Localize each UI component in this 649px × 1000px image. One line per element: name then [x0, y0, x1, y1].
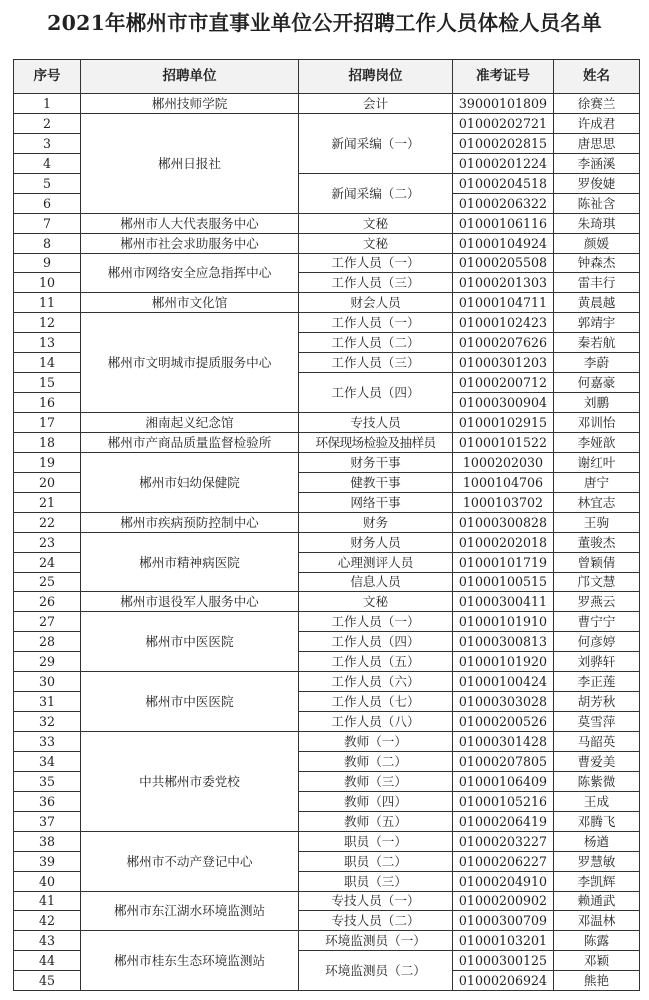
serial-cell: 17 — [14, 413, 81, 433]
serial-cell: 39 — [14, 851, 81, 871]
position-cell: 新闻采编（二） — [299, 173, 453, 213]
serial-cell: 21 — [14, 492, 81, 512]
unit-cell: 郴州市网络安全应急指挥中心 — [81, 253, 299, 293]
name-cell: 董骏杰 — [554, 532, 640, 552]
table-row — [14, 891, 640, 911]
exam-number-cell: 01000101719 — [453, 552, 554, 572]
exam-number-cell: 01000102915 — [453, 413, 554, 433]
unit-cell: 郴州市疾病预防控制中心 — [81, 512, 299, 532]
serial-cell: 26 — [14, 592, 81, 612]
table-row — [14, 233, 640, 253]
position-cell: 环保现场检验及抽样员 — [299, 432, 453, 452]
position-cell: 教师（三） — [299, 771, 453, 791]
serial-cell: 19 — [14, 452, 81, 472]
candidate-table — [13, 59, 640, 991]
position-cell: 工作人员（六） — [299, 672, 453, 692]
name-cell: 曹宁宁 — [554, 612, 640, 632]
serial-cell: 23 — [14, 532, 81, 552]
position-cell: 环境监测员（二） — [299, 951, 453, 991]
position-cell: 工作人员（一） — [299, 612, 453, 632]
exam-number-cell: 01000103201 — [453, 931, 554, 951]
exam-number-cell: 01000206419 — [453, 811, 554, 831]
serial-cell: 36 — [14, 791, 81, 811]
page-title: 2021年郴州市市直事业单位公开招聘工作人员体检人员名单 — [47, 11, 602, 35]
serial-cell: 24 — [14, 552, 81, 572]
position-cell: 工作人员（三） — [299, 273, 453, 293]
serial-cell: 35 — [14, 771, 81, 791]
name-cell: 刘骅轩 — [554, 652, 640, 672]
serial-cell: 18 — [14, 432, 81, 452]
exam-number-cell: 01000300904 — [453, 393, 554, 413]
serial-cell: 29 — [14, 652, 81, 672]
serial-cell: 31 — [14, 692, 81, 712]
header-position: 招聘岗位 — [299, 60, 453, 94]
header-unit: 招聘单位 — [81, 60, 299, 94]
exam-number-cell: 01000104924 — [453, 233, 554, 253]
serial-cell: 37 — [14, 811, 81, 831]
unit-cell: 郴州市东江湖水环境监测站 — [81, 891, 299, 931]
exam-number-cell: 01000100515 — [453, 572, 554, 592]
exam-number-cell: 01000206227 — [453, 851, 554, 871]
table-row — [14, 253, 640, 273]
name-cell: 赖通武 — [554, 891, 640, 911]
position-cell: 专技人员（一） — [299, 891, 453, 911]
serial-cell: 45 — [14, 971, 81, 991]
name-cell: 王成 — [554, 791, 640, 811]
exam-number-cell: 01000300709 — [453, 911, 554, 931]
serial-cell: 30 — [14, 672, 81, 692]
table-row — [14, 732, 640, 752]
exam-number-cell: 01000300828 — [453, 512, 554, 532]
name-cell: 黄晨越 — [554, 293, 640, 313]
exam-number-cell: 01000106116 — [453, 213, 554, 233]
name-cell: 谢红叶 — [554, 452, 640, 472]
serial-cell: 32 — [14, 712, 81, 732]
exam-number-cell: 01000207626 — [453, 333, 554, 353]
name-cell: 颜媛 — [554, 233, 640, 253]
header-exam-number: 准考证号 — [453, 60, 554, 94]
serial-cell: 6 — [14, 193, 81, 213]
position-cell: 财务干事 — [299, 452, 453, 472]
name-cell: 陈露 — [554, 931, 640, 951]
unit-cell: 郴州市精神病医院 — [81, 532, 299, 592]
serial-cell: 34 — [14, 751, 81, 771]
unit-cell: 郴州市社会求助服务中心 — [81, 233, 299, 253]
exam-number-cell: 01000206924 — [453, 971, 554, 991]
serial-cell: 16 — [14, 393, 81, 413]
position-cell: 信息人员 — [299, 572, 453, 592]
exam-number-cell: 01000301203 — [453, 353, 554, 373]
name-cell: 钟森杰 — [554, 253, 640, 273]
name-cell: 唐思思 — [554, 133, 640, 153]
table-row — [14, 94, 640, 114]
name-cell: 王驹 — [554, 512, 640, 532]
unit-cell: 郴州市妇幼保健院 — [81, 452, 299, 512]
name-cell: 熊艳 — [554, 971, 640, 991]
serial-cell: 9 — [14, 253, 81, 273]
exam-number-cell: 01000104711 — [453, 293, 554, 313]
serial-cell: 5 — [14, 173, 81, 193]
name-cell: 曾颖倩 — [554, 552, 640, 572]
position-cell: 健教干事 — [299, 472, 453, 492]
serial-cell: 43 — [14, 931, 81, 951]
exam-number-cell: 01000101920 — [453, 652, 554, 672]
name-cell: 邓腾飞 — [554, 811, 640, 831]
position-cell: 职员（三） — [299, 871, 453, 891]
unit-cell: 郴州市中医医院 — [81, 672, 299, 732]
name-cell: 陈祉含 — [554, 193, 640, 213]
serial-cell: 40 — [14, 871, 81, 891]
table-row — [14, 672, 640, 692]
unit-cell: 郴州技师学院 — [81, 94, 299, 114]
exam-number-cell: 01000204910 — [453, 871, 554, 891]
serial-cell: 22 — [14, 512, 81, 532]
exam-number-cell: 01000300125 — [453, 951, 554, 971]
name-cell: 杨遒 — [554, 831, 640, 851]
table-row — [14, 831, 640, 851]
exam-number-cell: 01000207805 — [453, 751, 554, 771]
position-cell: 环境监测员（一） — [299, 931, 453, 951]
name-cell: 李蔚 — [554, 353, 640, 373]
exam-number-cell: 01000100424 — [453, 672, 554, 692]
name-cell: 邝文慧 — [554, 572, 640, 592]
exam-number-cell: 01000202018 — [453, 532, 554, 552]
serial-cell: 14 — [14, 353, 81, 373]
name-cell: 朱琦琪 — [554, 213, 640, 233]
position-cell: 专技人员（二） — [299, 911, 453, 931]
position-cell: 财务人员 — [299, 532, 453, 552]
unit-cell: 湘南起义纪念馆 — [81, 413, 299, 433]
name-cell: 邓训怡 — [554, 413, 640, 433]
name-cell: 罗慧敏 — [554, 851, 640, 871]
exam-number-cell: 01000201224 — [453, 153, 554, 173]
serial-cell: 15 — [14, 373, 81, 393]
exam-number-cell: 01000200902 — [453, 891, 554, 911]
serial-cell: 41 — [14, 891, 81, 911]
position-cell: 工作人员（四） — [299, 373, 453, 413]
position-cell: 新闻采编（一） — [299, 113, 453, 173]
exam-number-cell: 01000300411 — [453, 592, 554, 612]
position-cell: 网络干事 — [299, 492, 453, 512]
position-cell: 工作人员（三） — [299, 353, 453, 373]
serial-cell: 44 — [14, 951, 81, 971]
exam-number-cell: 01000101910 — [453, 612, 554, 632]
exam-number-cell: 01000206322 — [453, 193, 554, 213]
name-cell: 李涵溪 — [554, 153, 640, 173]
table-row — [14, 612, 640, 632]
exam-number-cell: 01000200526 — [453, 712, 554, 732]
name-cell: 林宜志 — [554, 492, 640, 512]
table-row — [14, 213, 640, 233]
serial-cell: 27 — [14, 612, 81, 632]
exam-number-cell: 01000205508 — [453, 253, 554, 273]
name-cell: 何嘉豪 — [554, 373, 640, 393]
table-row — [14, 532, 640, 552]
position-cell: 专技人员 — [299, 413, 453, 433]
name-cell: 唐宁 — [554, 472, 640, 492]
serial-cell: 1 — [14, 94, 81, 114]
serial-cell: 8 — [14, 233, 81, 253]
name-cell: 李正莲 — [554, 672, 640, 692]
name-cell: 郭靖宇 — [554, 313, 640, 333]
name-cell: 罗燕云 — [554, 592, 640, 612]
serial-cell: 4 — [14, 153, 81, 173]
position-cell: 会计 — [299, 94, 453, 114]
position-cell: 文秘 — [299, 592, 453, 612]
name-cell: 曹爱美 — [554, 751, 640, 771]
serial-cell: 28 — [14, 632, 81, 652]
name-cell: 李娅歆 — [554, 432, 640, 452]
unit-cell: 郴州市中医医院 — [81, 612, 299, 672]
position-cell: 文秘 — [299, 213, 453, 233]
exam-number-cell: 01000301428 — [453, 732, 554, 752]
table-row — [14, 931, 640, 951]
unit-cell: 郴州市人大代表服务中心 — [81, 213, 299, 233]
serial-cell: 38 — [14, 831, 81, 851]
position-cell: 教师（四） — [299, 791, 453, 811]
header-serial: 序号 — [14, 60, 81, 94]
unit-cell: 郴州市退役军人服务中心 — [81, 592, 299, 612]
exam-number-cell: 01000200712 — [453, 373, 554, 393]
table-row — [14, 113, 640, 133]
exam-number-cell: 01000101522 — [453, 432, 554, 452]
table-row — [14, 512, 640, 532]
serial-cell: 20 — [14, 472, 81, 492]
name-cell: 邓颖 — [554, 951, 640, 971]
unit-cell: 郴州市文化馆 — [81, 293, 299, 313]
table-row — [14, 592, 640, 612]
exam-number-cell: 01000204518 — [453, 173, 554, 193]
name-cell: 徐赛兰 — [554, 94, 640, 114]
name-cell: 马韶英 — [554, 732, 640, 752]
unit-cell: 中共郴州市委党校 — [81, 732, 299, 832]
name-cell: 罗俊婕 — [554, 173, 640, 193]
name-cell: 胡芳秋 — [554, 692, 640, 712]
name-cell: 陈紫微 — [554, 771, 640, 791]
position-cell: 文秘 — [299, 233, 453, 253]
position-cell: 教师（二） — [299, 751, 453, 771]
position-cell: 工作人员（五） — [299, 652, 453, 672]
serial-cell: 33 — [14, 732, 81, 752]
exam-number-cell: 01000202721 — [453, 113, 554, 133]
position-cell: 职员（一） — [299, 831, 453, 851]
serial-cell: 2 — [14, 113, 81, 133]
name-cell: 莫雪萍 — [554, 712, 640, 732]
serial-cell: 25 — [14, 572, 81, 592]
position-cell: 工作人员（七） — [299, 692, 453, 712]
position-cell: 工作人员（一） — [299, 313, 453, 333]
name-cell: 许成君 — [554, 113, 640, 133]
serial-cell: 3 — [14, 133, 81, 153]
name-cell: 邓温林 — [554, 911, 640, 931]
serial-cell: 7 — [14, 213, 81, 233]
position-cell: 工作人员（四） — [299, 632, 453, 652]
exam-number-cell: 01000202815 — [453, 133, 554, 153]
header-row — [14, 60, 640, 94]
table-row — [14, 293, 640, 313]
name-cell: 何彦婷 — [554, 632, 640, 652]
position-cell: 心理测评人员 — [299, 552, 453, 572]
unit-cell: 郴州市产商品质量监督检验所 — [81, 432, 299, 452]
position-cell: 工作人员（八） — [299, 712, 453, 732]
position-cell: 工作人员（一） — [299, 253, 453, 273]
position-cell: 教师（五） — [299, 811, 453, 831]
unit-cell: 郴州日报社 — [81, 113, 299, 213]
position-cell: 职员（二） — [299, 851, 453, 871]
serial-cell: 12 — [14, 313, 81, 333]
position-cell: 工作人员（二） — [299, 333, 453, 353]
serial-cell: 11 — [14, 293, 81, 313]
header-name: 姓名 — [554, 60, 640, 94]
table-row — [14, 313, 640, 333]
exam-number-cell: 01000102423 — [453, 313, 554, 333]
position-cell: 财会人员 — [299, 293, 453, 313]
exam-number-cell: 01000105216 — [453, 791, 554, 811]
unit-cell: 郴州市文明城市提质服务中心 — [81, 313, 299, 413]
exam-number-cell: 1000104706 — [453, 472, 554, 492]
exam-number-cell: 01000201303 — [453, 273, 554, 293]
name-cell: 刘鹏 — [554, 393, 640, 413]
exam-number-cell: 01000106409 — [453, 771, 554, 791]
name-cell: 秦若航 — [554, 333, 640, 353]
exam-number-cell: 01000300813 — [453, 632, 554, 652]
name-cell: 雷丰行 — [554, 273, 640, 293]
serial-cell: 10 — [14, 273, 81, 293]
exam-number-cell: 01000203227 — [453, 831, 554, 851]
table-row — [14, 452, 640, 472]
position-cell: 教师（一） — [299, 732, 453, 752]
exam-number-cell: 01000303028 — [453, 692, 554, 712]
table-row — [14, 432, 640, 452]
exam-number-cell: 1000103702 — [453, 492, 554, 512]
position-cell: 财务 — [299, 512, 453, 532]
table-row — [14, 413, 640, 433]
name-cell: 李凯辉 — [554, 871, 640, 891]
unit-cell: 郴州市桂东生态环境监测站 — [81, 931, 299, 991]
exam-number-cell: 1000202030 — [453, 452, 554, 472]
unit-cell: 郴州市不动产登记中心 — [81, 831, 299, 891]
exam-number-cell: 39000101809 — [453, 94, 554, 114]
serial-cell: 42 — [14, 911, 81, 931]
serial-cell: 13 — [14, 333, 81, 353]
